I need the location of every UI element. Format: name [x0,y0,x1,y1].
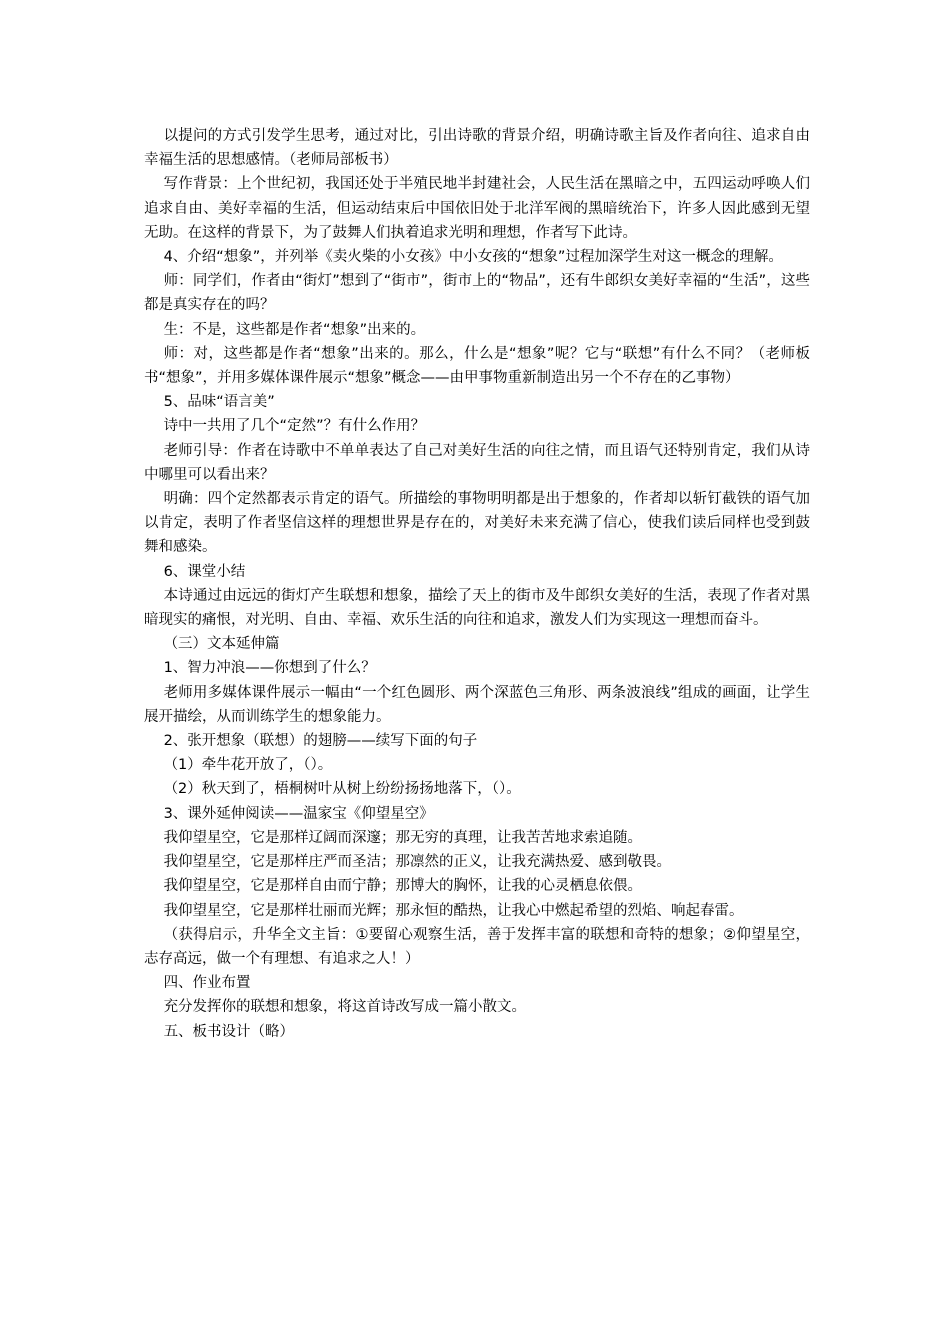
teacher-question: 师：同学们，作者由“街灯”想到了“街市”，街市上的“物品”，还有牛郎织女美好幸福的“生活”，这些都是真实存在的吗？ [144,273,810,314]
teacher-explanation: 师：对，这些都是作者“想象”出来的。那么，什么是“想象”呢？它与“联想”有什么不同？（老师板书“想象”，并用多媒体课件展示“想象”概念——由甲事物重新制造出另一个不存在的乙事物） [144,345,810,387]
teacher-guidance: 老师引导：作者在诗歌中不单单表达了自己对美好生活的向往之情，而且语气还特别肯定，我们从诗中哪里可以看出来？ [144,442,810,483]
background-paragraph: 写作背景：上个世纪初，我国还处于半殖民地半封建社会，人民生活在黑暗之中，五四运动呼唤人们追求自由、美好幸福的生活，但运动结束后中国依旧处于北洋军阀的黑暗统治下，许多人因此感到无望无助。在这样的背景下，为了鼓舞人们执着追求光明和理想，作者写下此诗。 [144,176,810,241]
question-paragraph: 诗中一共用了几个“定然”？有什么作用？ [163,418,426,435]
document-body [144,124,810,1044]
sentence-2: （2）秋天到了，梧桐树叶从树上纷纷扬扬地落下，（）。 [163,781,521,798]
intro-paragraph: 以提问的方式引发学生思考，通过对比，引出诗歌的背景介绍，明确诗歌主旨及作者向往、追求自由幸福生活的思想感情。（老师局部板书） [144,128,810,169]
activity-1-heading: 1、智力冲浪——你想到了什么？ [163,660,376,677]
activity-2-heading: 2、张开想象（联想）的翅膀——续写下面的句子 [163,733,478,750]
student-answer: 生：不是，这些都是作者“想象”出来的。 [163,321,426,338]
step-4-heading: 4、介绍“想象”，并列举《卖火柴的小女孩》中小女孩的“想象”过程加深学生对这一概念的理解。 [163,249,783,266]
activity-3-heading: 3、课外延伸阅读——温家宝《仰望星空》 [163,805,434,822]
sentence-1: （1）牵牛花开放了，（）。 [163,757,333,774]
poem-line-4: 我仰望星空，它是那样壮丽而光辉；那永恒的酷热，让我心中燃起希望的烈焰、响起春雷。 [163,902,744,919]
clarification-paragraph: 明确：四个定然都表示肯定的语气。所描绘的事物明明都是出于想象的，作者却以斩钉截铁的语气加以肯定，表明了作者坚信这样的理想世界是存在的，对美好未来充满了信心，使我们读后同样也受到鼓舞和感染。 [144,491,810,556]
activity-1-paragraph: 老师用多媒体课件展示一幅由“一个红色圆形、两个深蓝色三角形、两条波浪线”组成的画面，让学生展开描绘，从而训练学生的想象能力。 [144,684,810,725]
summary-paragraph: 本诗通过由远远的街灯产生联想和想象，描绘了天上的街市及牛郎织女美好的生活，表现了作者对黑暗现实的痛恨，对光明、自由、幸福、欢乐生活的向往和追求，激发人们为实现这一理想而奋斗。 [144,587,810,629]
section-5-heading: 五、板书设计（略） [163,1023,295,1040]
step-5-heading: 5、品味“语言美” [163,394,275,411]
poem-line-1: 我仰望星空，它是那样辽阔而深邃；那无穷的真理，让我苦苦地求索追随。 [163,829,643,846]
poem-line-3: 我仰望星空，它是那样自由而宁静；那博大的胸怀，让我的心灵栖息依偎。 [163,878,643,895]
homework-paragraph: 充分发挥你的联想和想象，将这首诗改写成一篇小散文。 [163,999,527,1016]
inspiration-paragraph: （获得启示，升华全文主旨：①要留心观察生活，善于发挥丰富的联想和奇特的想象；②仰望星空，志存高远，做一个有理想、有追求之人！） [144,926,810,967]
step-6-heading: 6、课堂小结 [163,563,246,580]
section-3-heading: （三）文本延伸篇 [163,636,280,653]
section-4-heading: 四、作业布置 [163,975,251,992]
poem-line-2: 我仰望星空，它是那样庄严而圣洁；那凛然的正义，让我充满热爱、感到敬畏。 [163,854,672,871]
